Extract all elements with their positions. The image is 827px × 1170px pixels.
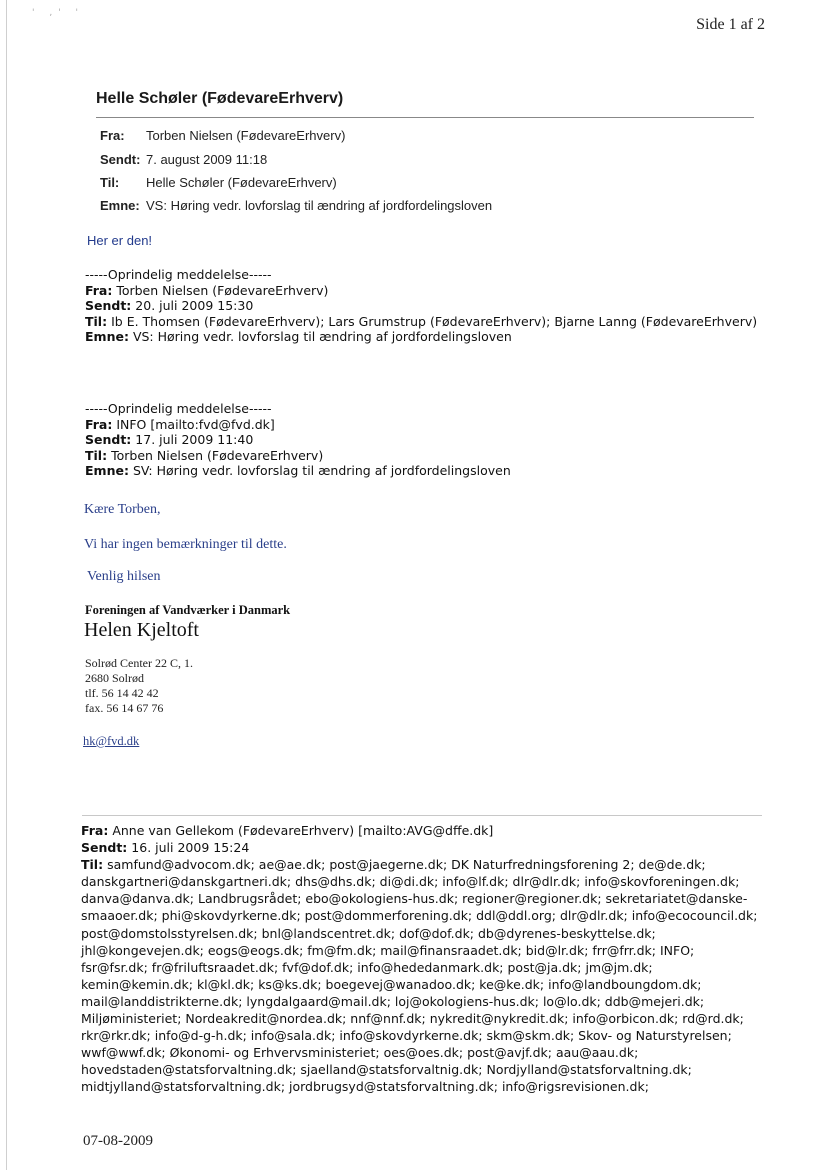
header-subject-label: Emne: xyxy=(100,198,140,213)
header-from-label: Fra: xyxy=(100,128,125,143)
forward2-to-value: Torben Nielsen (FødevareErhverv) xyxy=(111,447,324,463)
original-from-label: Fra: xyxy=(81,823,109,838)
forward1-from-row xyxy=(85,283,757,299)
header-from-row xyxy=(100,128,345,143)
footer-date: 07-08-2009 xyxy=(83,1133,153,1149)
reply-body: Vi har ingen bemærkninger til dette. xyxy=(84,537,287,552)
recipient-line: Miljøministeriet; Nordeakredit@nordea.dk; nnf@nnf.dk; nykredit@nykredit.dk; info@orbicon.dk; rd@rd.dk; xyxy=(81,1011,744,1027)
original-to-row xyxy=(81,856,771,873)
original-from-value: Anne van Gellekom (FødevareErhverv) [mailto:AVG@dffe.dk] xyxy=(112,823,494,838)
recipient-line: danva@danva.dk; Landbrugsrådet; ebo@okologiens-hus.dk; regioner@regioner.dk; sekretariatet@danske- xyxy=(81,891,748,907)
header-subject-row xyxy=(100,198,492,213)
forward1-to-row xyxy=(85,314,757,330)
recipient-line: kemin@kemin.dk; kl@kl.dk; ks@ks.dk; boegevej@wanadoo.dk; ke@ke.dk; info@landboungdom.dk; xyxy=(81,976,702,992)
recipient-line: smaaoer.dk; phi@skovdyrkerne.dk; post@dommerforening.dk; ddl@ddl.org; dlr@dlr.dk; info@ecocouncil.dk; xyxy=(81,908,758,924)
header-to-value: Helle Schøler (FødevareErhverv) xyxy=(146,175,337,190)
signature-address xyxy=(85,656,193,716)
reply-closing: Venlig hilsen xyxy=(87,569,161,584)
header-sent-row xyxy=(100,152,267,167)
forward-block-1 xyxy=(85,267,757,345)
forward2-to-row xyxy=(85,448,511,464)
forward2-from-label: Fra: xyxy=(85,416,113,432)
signature-address-line1: Solrød Center 22 C, 1. xyxy=(85,656,193,670)
original-message-header xyxy=(81,822,771,1096)
forward1-to-value: Ib E. Thomsen (FødevareErhverv); Lars Grumstrup (FødevareErhverv); Bjarne Lanng (FødevareErhverv) xyxy=(111,313,758,329)
forward2-sent-value: 17. juli 2009 11:40 xyxy=(135,432,254,447)
signature-fax: fax. 56 14 67 76 xyxy=(85,701,164,715)
recipient-line: fsr@fsr.dk; fr@friluftsraadet.dk; fvf@dof.dk; info@hededanmark.dk; post@ja.dk; jm@jm.dk; xyxy=(81,959,653,975)
header-sent-value: 7. august 2009 11:18 xyxy=(146,152,268,167)
forward1-sent-value: 20. juli 2009 15:30 xyxy=(135,298,254,313)
forward2-heading: -----Oprindelig meddelelse----- xyxy=(85,401,272,416)
intro-text: Her er den! xyxy=(87,233,153,248)
forward-block-2 xyxy=(85,401,511,479)
recipient-line: hovedstaden@statsforvaltning.dk; sjaelland@statsforvaltnig.dk; Nordjylland@statsforvaltning.dk; xyxy=(81,1062,692,1078)
forward1-subject-value: VS: Høring vedr. lovforslag til ændring af jordfordelingsloven xyxy=(132,329,512,344)
forward2-subject-value: SV: Høring vedr. lovforslag til ændring af jordfordelingsloven xyxy=(132,463,511,478)
forward2-subject-label: Emne: xyxy=(85,463,129,478)
forward2-sent-row xyxy=(85,432,511,448)
signature-organization: Foreningen af Vandværker i Danmark xyxy=(85,603,291,617)
recipient-line: samfund@advocom.dk; ae@ae.dk; post@jaegerne.dk; DK Naturfredningsforening 2; de@de.dk; xyxy=(107,857,706,873)
mailbox-owner-title: Helle Schøler (FødevareErhverv) xyxy=(96,90,344,107)
original-message-divider xyxy=(82,815,762,816)
forward1-sent-label: Sendt: xyxy=(85,298,132,313)
forward1-to-label: Til: xyxy=(85,313,108,329)
signature-name: Helen Kjeltoft xyxy=(84,619,199,641)
original-to-label: Til: xyxy=(81,857,104,873)
forward1-subject-row xyxy=(85,329,757,345)
forward1-from-value: Torben Nielsen (FødevareErhverv) xyxy=(116,282,329,298)
forward2-from-value: INFO [mailto:fvd@fvd.dk] xyxy=(116,416,275,432)
recipient-line: midtjylland@statsforvaltning.dk; jordbrugsyd@statsforvaltning.dk; info@rigsrevisionen.dk; xyxy=(81,1079,649,1095)
signature-phone: tlf. 56 14 42 42 xyxy=(85,686,159,700)
forward1-subject-label: Emne: xyxy=(85,329,129,344)
forward1-sent-row xyxy=(85,298,757,314)
recipient-line: jhl@kongevejen.dk; eogs@eogs.dk; fm@fm.dk; mail@finansraadet.dk; bid@lr.dk; frr@frr.dk; INFO; xyxy=(81,942,695,958)
forward1-from-label: Fra: xyxy=(85,282,113,298)
forward2-subject-row xyxy=(85,463,511,479)
forward2-to-label: Til: xyxy=(85,447,108,463)
original-sent-value: 16. juli 2009 15:24 xyxy=(131,840,250,856)
header-divider xyxy=(96,117,754,118)
header-sent-label: Sendt: xyxy=(100,152,141,167)
recipient-line: danskgartneri@danskgartneri.dk; dhs@dhs.dk; di@di.dk; info@lf.dk; dlr@dlr.dk; info@skovforeningen.dk; xyxy=(81,874,740,890)
original-from-row xyxy=(81,822,771,839)
original-sent-label: Sendt: xyxy=(81,840,128,856)
forward2-sent-label: Sendt: xyxy=(85,432,132,447)
reply-greeting: Kære Torben, xyxy=(84,502,161,517)
scan-specks: ' ,' ' xyxy=(32,8,85,18)
recipient-line: wwf@wwf.dk; Økonomi- og Erhvervsministeriet; oes@oes.dk; post@avjf.dk; aau@aau.dk; xyxy=(81,1045,639,1061)
forward1-heading: -----Oprindelig meddelelse----- xyxy=(85,267,272,282)
signature-email-link[interactable]: hk@fvd.dk xyxy=(83,734,140,748)
page-edge-line xyxy=(6,0,7,1170)
recipient-line: rkr@rkr.dk; info@d-g-h.dk; info@sala.dk; info@skovdyrkerne.dk; skm@skm.dk; Skov- og Naturstyrelsen; xyxy=(81,1028,732,1044)
forward2-from-row xyxy=(85,417,511,433)
signature-address-line2: 2680 Solrød xyxy=(85,671,145,685)
header-to-label: Til: xyxy=(100,175,120,190)
header-from-value: Torben Nielsen (FødevareErhverv) xyxy=(146,128,346,143)
header-to-row xyxy=(100,175,337,190)
recipient-line: post@domstolsstyrelsen.dk; bnl@landscentret.dk; dof@dof.dk; db@dyrenes-beskyttelse.dk; xyxy=(81,925,656,941)
recipient-line: mail@landdistrikterne.dk; lyngdalgaard@mail.dk; loj@okologiens-hus.dk; lo@lo.dk; ddb@mejeri.dk; xyxy=(81,993,705,1009)
page-number: Side 1 af 2 xyxy=(696,16,765,33)
original-sent-row xyxy=(81,839,771,856)
header-subject-value: VS: Høring vedr. lovforslag til ændring af jordfordelingsloven xyxy=(146,198,493,213)
